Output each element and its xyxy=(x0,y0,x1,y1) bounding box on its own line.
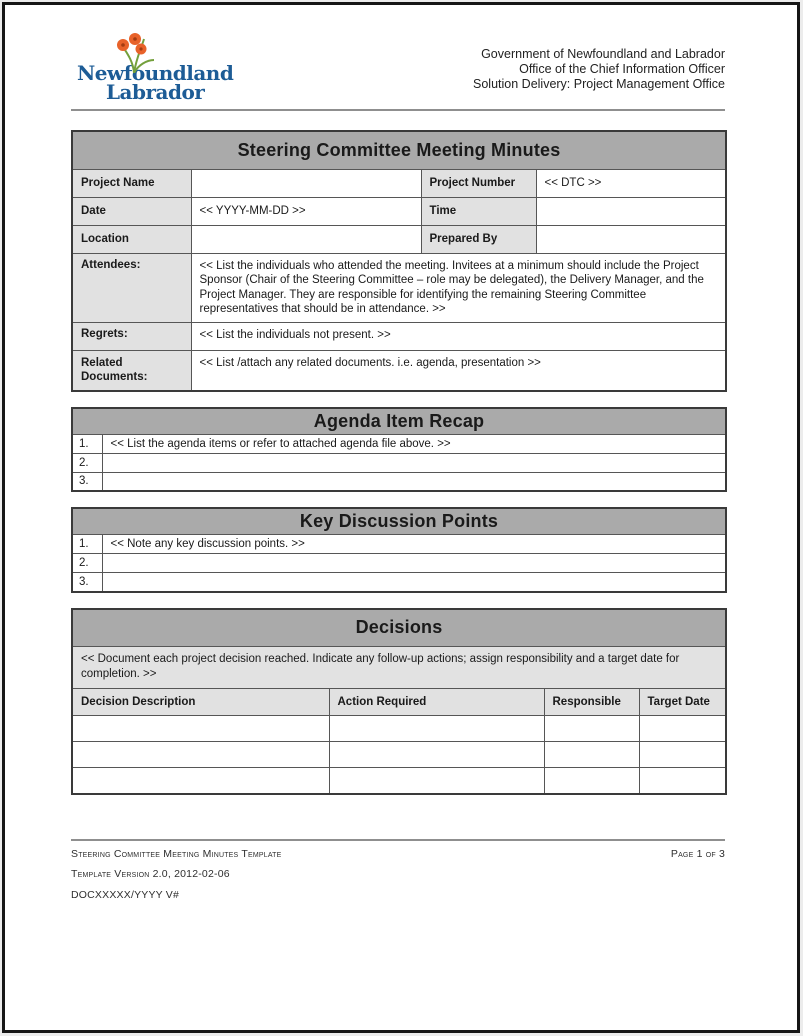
table-row xyxy=(72,554,726,573)
logo-text-line2: Labrador xyxy=(105,80,205,104)
table-row xyxy=(72,573,726,592)
agenda-item-number: 1. xyxy=(72,434,102,453)
agenda-item-number: 2. xyxy=(72,453,102,472)
org-line-government: Government of Newfoundland and Labrador xyxy=(481,47,725,61)
column-header-action-required: Action Required xyxy=(329,689,544,716)
date-value: << YYYY-MM-DD >> xyxy=(191,197,421,225)
decision-description-cell xyxy=(72,716,329,742)
column-header-decision-description: Decision Description xyxy=(72,689,329,716)
discussion-point-text: << Note any key discussion points. >> xyxy=(102,535,726,554)
org-identification xyxy=(473,47,725,92)
footer-divider xyxy=(71,839,725,841)
document-page xyxy=(2,2,800,1033)
decisions-title: Decisions xyxy=(72,609,726,647)
column-header-target-date: Target Date xyxy=(639,689,726,716)
decisions-header-row xyxy=(72,689,726,716)
related-documents-value: << List /attach any related documents. i.e. agenda, presentation >> xyxy=(191,350,726,391)
footer-doc-number: DOCXXXXX/YYYY V# xyxy=(71,888,180,901)
discussion-point-text xyxy=(102,554,726,573)
newfoundland-labrador-logo xyxy=(77,37,233,102)
decision-description-cell xyxy=(72,742,329,768)
target-date-cell xyxy=(639,768,726,794)
table-row xyxy=(72,535,726,554)
discussion-point-number: 1. xyxy=(72,535,102,554)
logo-text-line1: Newfoundland xyxy=(77,61,234,85)
table-row xyxy=(72,472,726,491)
responsible-cell xyxy=(544,742,639,768)
footer-template-version: Template Version 2.0, 2012-02-06 xyxy=(71,868,230,880)
pitcher-plant-flower-icon xyxy=(113,33,159,73)
org-line-office: Office of the Chief Information Officer xyxy=(519,62,725,76)
regrets-value: << List the individuals not present. >> xyxy=(191,322,726,350)
document-title: Steering Committee Meeting Minutes xyxy=(72,131,726,169)
column-header-responsible: Responsible xyxy=(544,689,639,716)
decision-description-cell xyxy=(72,768,329,794)
related-documents-label: Related Documents: xyxy=(72,350,191,391)
table-row xyxy=(72,350,726,391)
meeting-info-table xyxy=(71,130,727,392)
discussion-point-text xyxy=(102,573,726,592)
key-discussion-table xyxy=(71,507,727,593)
target-date-cell xyxy=(639,742,726,768)
agenda-recap-title: Agenda Item Recap xyxy=(72,408,726,435)
table-row xyxy=(72,197,726,225)
footer-doc-title: Steering Committee Meeting Minutes Template xyxy=(71,847,282,860)
agenda-item-text: << List the agenda items or refer to attached agenda file above. >> xyxy=(102,434,726,453)
agenda-item-number: 3. xyxy=(72,472,102,491)
footer-page-number: Page 1 of 3 xyxy=(670,847,725,860)
org-line-solution-delivery: Solution Delivery: Project Management Office xyxy=(473,77,725,91)
project-name-value xyxy=(191,169,421,197)
regrets-label: Regrets: xyxy=(72,322,191,350)
discussion-point-number: 3. xyxy=(72,573,102,592)
time-label: Time xyxy=(421,197,536,225)
table-row xyxy=(72,768,726,794)
table-row xyxy=(72,169,726,197)
attendees-label: Attendees: xyxy=(72,253,191,322)
discussion-point-number: 2. xyxy=(72,554,102,573)
attendees-value: << List the individuals who attended the meeting. Invitees at a minimum should include the Project Sponsor (Chair of the Steering Committee – role may be delegated), the Delivery Manager, and the Project Manager. They are responsible for identifying the remaining Steering Committee representatives that should be in attendance. >> xyxy=(191,253,726,322)
table-row xyxy=(72,716,726,742)
table-row xyxy=(72,742,726,768)
action-required-cell xyxy=(329,768,544,794)
action-required-cell xyxy=(329,716,544,742)
decisions-instruction: << Document each project decision reached. Indicate any follow-up actions; assign responsibility and a target date for completion. >> xyxy=(72,647,726,689)
decisions-table xyxy=(71,608,727,795)
responsible-cell xyxy=(544,768,639,794)
project-name-label: Project Name xyxy=(72,169,191,197)
table-row xyxy=(72,225,726,253)
document-footer xyxy=(71,848,725,901)
time-value xyxy=(536,197,726,225)
action-required-cell xyxy=(329,742,544,768)
document-header xyxy=(71,5,725,105)
table-row xyxy=(72,322,726,350)
agenda-recap-table xyxy=(71,407,727,493)
table-row xyxy=(72,453,726,472)
date-label: Date xyxy=(72,197,191,225)
project-number-label: Project Number xyxy=(421,169,536,197)
location-label: Location xyxy=(72,225,191,253)
prepared-by-label: Prepared By xyxy=(421,225,536,253)
key-discussion-title: Key Discussion Points xyxy=(72,508,726,535)
prepared-by-value xyxy=(536,225,726,253)
table-row xyxy=(72,434,726,453)
header-divider xyxy=(71,109,725,111)
agenda-item-text xyxy=(102,472,726,491)
project-number-value: << DTC >> xyxy=(536,169,726,197)
table-row xyxy=(72,253,726,322)
agenda-item-text xyxy=(102,453,726,472)
target-date-cell xyxy=(639,716,726,742)
location-value xyxy=(191,225,421,253)
responsible-cell xyxy=(544,716,639,742)
